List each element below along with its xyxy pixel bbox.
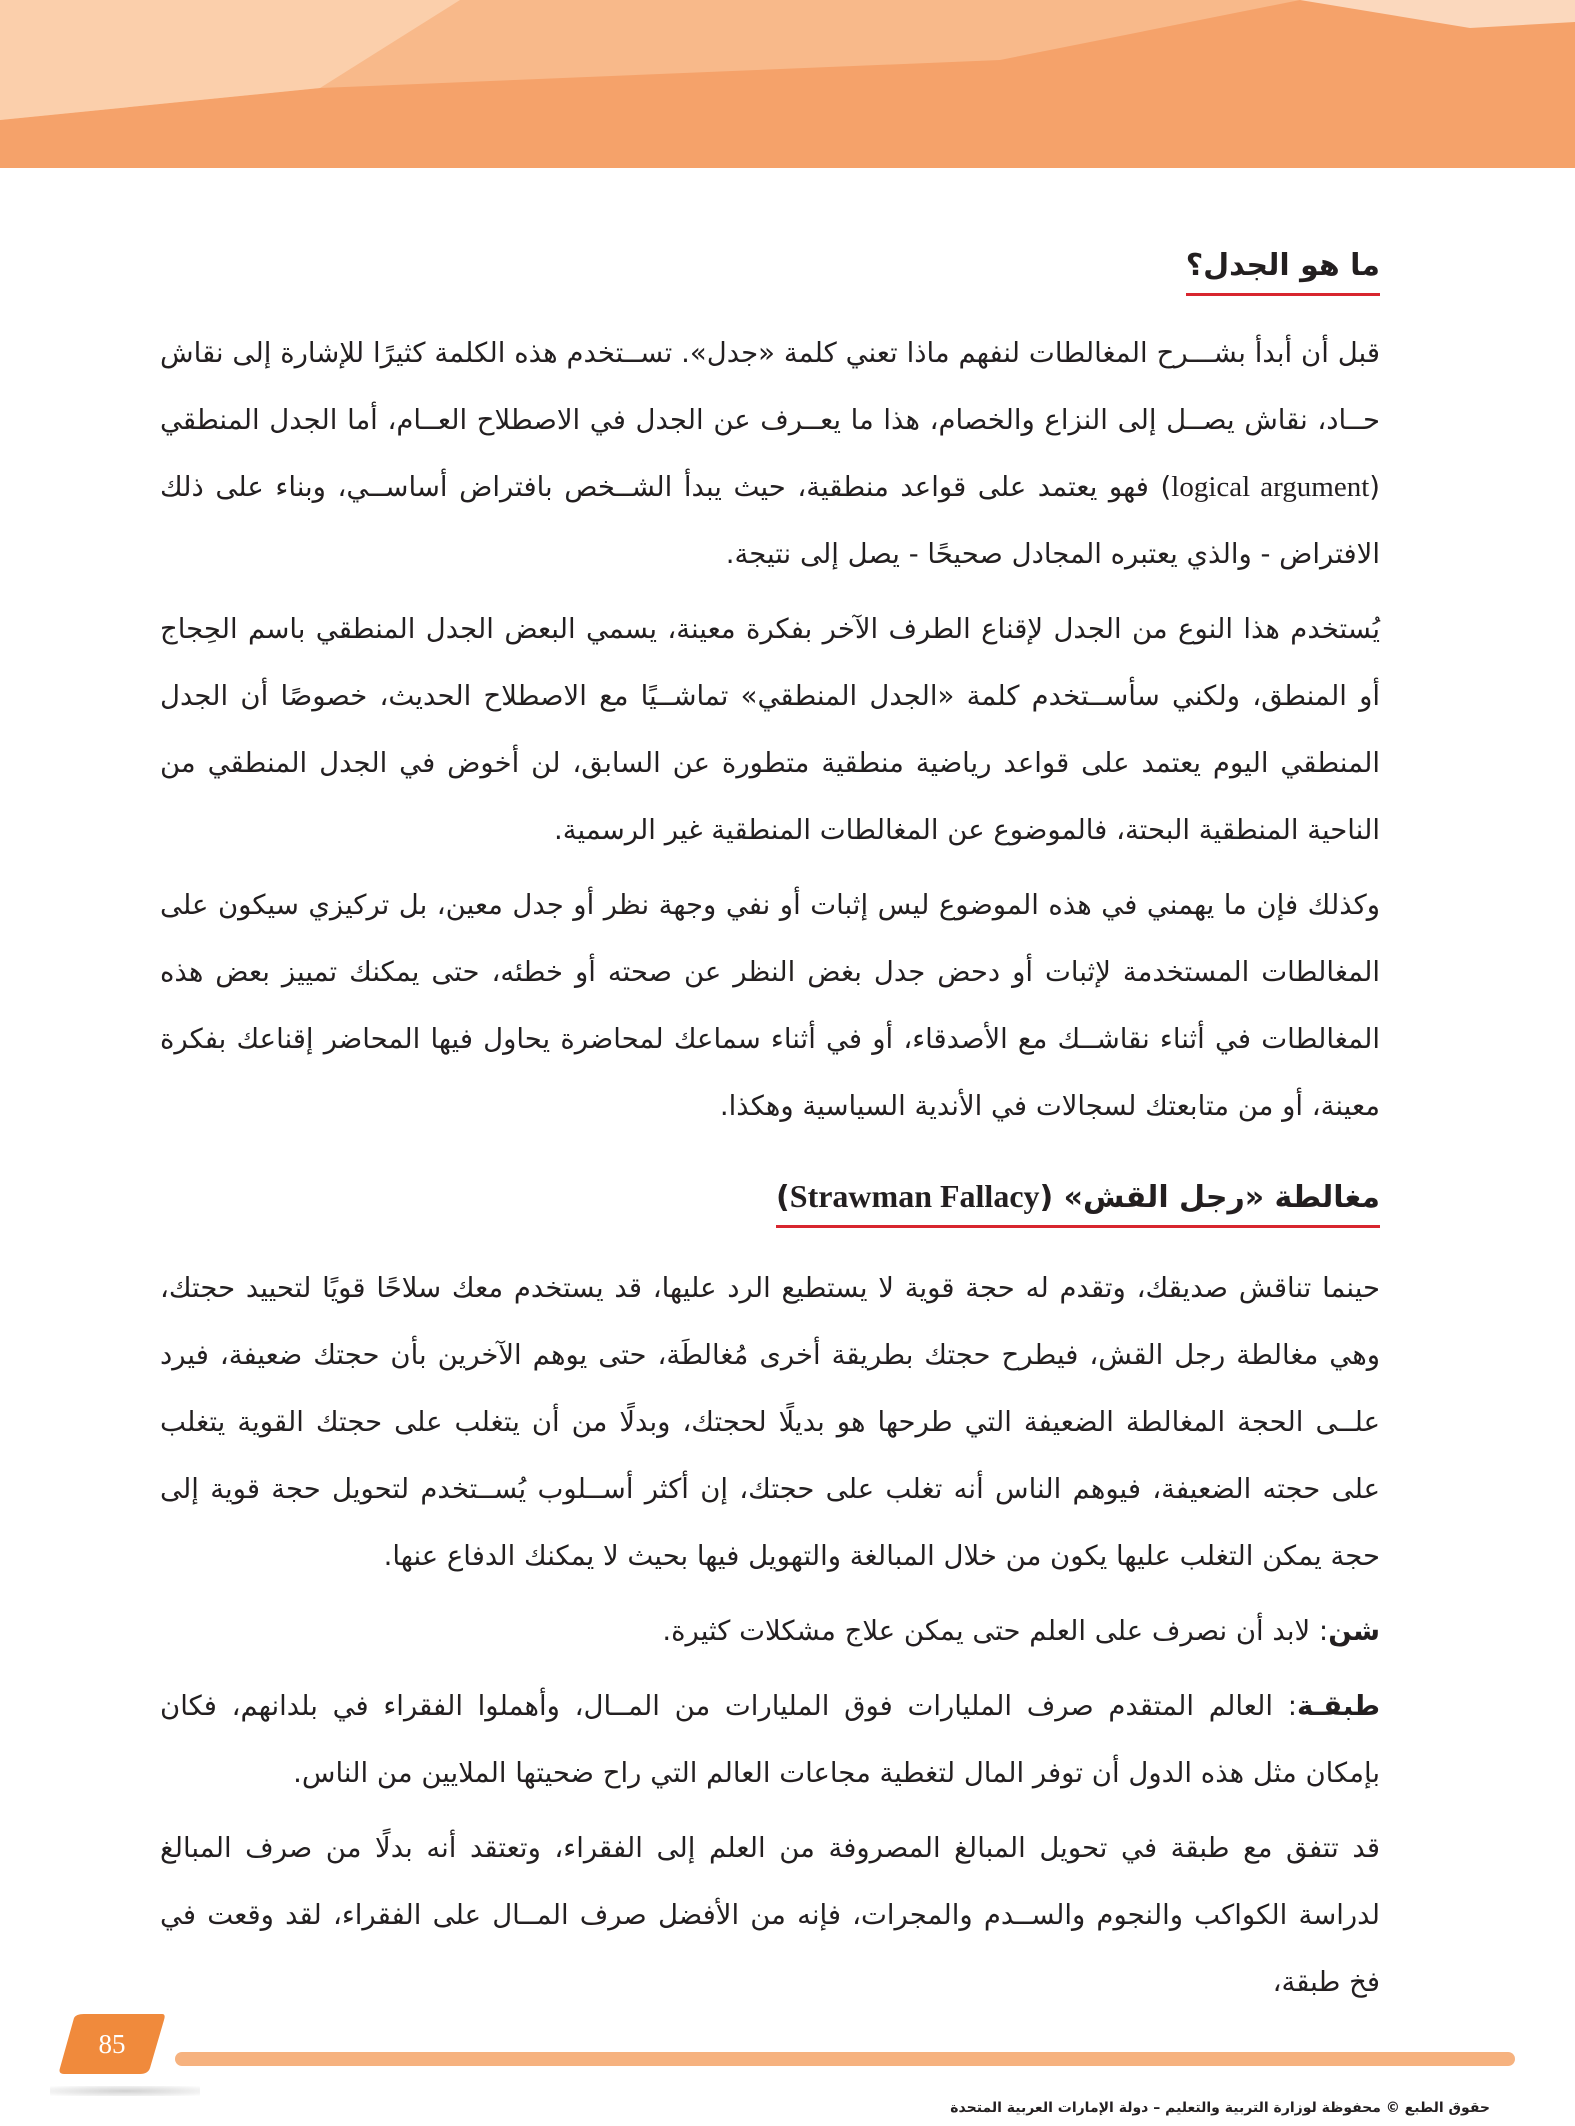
dialogue-line-tabaqa: طبقـة: العالم المتقدم صرف المليارات فوق المليارات من المــال، وأهملوا الفقراء في بلدانهم، فكان بإمكان مثل هذه الدول أن توفر المال لتغطية مجاعات العالم التي راح ضحيتها الملايين من الناس. bbox=[160, 1690, 1380, 1789]
latin-term: logical argument bbox=[1171, 471, 1370, 503]
paragraph: قبل أن أبدأ بشـــرح المغالطات لنفهم ماذا تعني كلمة «جدل». تســتخدم هذه الكلمة كثيرًا للإشارة إلى نقاش حــاد، نقاش يصــل إلى النزاع والخصام، هذا ما يعــرف عن الجدل في الاصطلاح العــام، أما الجدل المنطقي (logical argument) فهو يعتمد على قواعد منطقية، حيث يبدأ الشــخص بافتراض أساســي، وبناء على ذلك الافتراض - والذي يعتبره المجادل صحيحًا - يصل إلى نتيجة. bbox=[160, 337, 1380, 570]
section2-body bbox=[160, 1255, 1380, 2016]
section-title-strawman: مغالطة «رجل القش» (Strawman Fallacy) bbox=[776, 1178, 1380, 1228]
paragraph: يُستخدم هذا النوع من الجدل لإقناع الطرف الآخر بفكرة معينة، يسمي البعض الجدل المنطقي باسم الحِجاج أو المنطق، ولكني سأســتخدم كلمة «الجدل المنطقي» تماشــيًا مع الاصطلاح الحديث، خصوصًا أن الجدل المنطقي اليوم يعتمد على قواعد رياضية منطقية متطورة عن السابق، لن أخوض في الجدل المنطقي من الناحية المنطقية البحتة، فالموضوع عن المغالطات المنطقية غير الرسمية. bbox=[160, 613, 1380, 846]
header-decoration bbox=[0, 0, 1575, 168]
section-title-text: ما هو الجدل؟ bbox=[1185, 248, 1380, 283]
copyright-notice: حقوق الطبع © محفوظة لوزارة التربية والتعليم – دولة الإمارات العربية المتحدة bbox=[950, 2100, 1490, 2116]
section1-body bbox=[160, 320, 1380, 1140]
page-number: 85 bbox=[98, 2029, 126, 2059]
speaker-label: طبقـة bbox=[1297, 1690, 1380, 1722]
paragraph: حينما تناقش صديقك، وتقدم له حجة قوية لا يستطيع الرد عليها، قد يستخدم معك سلاحًا قويًا لتحييد حجتك، وهي مغالطة رجل القش، فيطرح حجتك بطريقة أخرى مُغالطَة، حتى يوهم الآخرين بأن حجتك ضعيفة، فيرد علــى الحجة المغالطة الضعيفة التي طرحها هو بديلًا لحجتك، وبدلًا من أن يتغلب على حجتك القوية يتغلب على حجته الضعيفة، فيوهم الناس أنه تغلب على حجتك، إن أكثر أســلوب يُســتخدم لتحويل حجة قوية إلى حجة يمكن التغلب عليها يكون من خلال المبالغة والتهويل فيها بحيث لا يمكنك الدفاع عنها. bbox=[160, 1272, 1380, 1572]
paragraph: وكذلك فإن ما يهمني في هذه الموضوع ليس إثبات أو نفي وجهة نظر أو جدل معين، بل تركيزي سيكون على المغالطات المستخدمة لإثبات أو دحض جدل بغض النظر عن صحته أو خطئه، حتى يمكنك تمييز بعض هذه المغالطات في أثناء نقاشــك مع الأصدقاء، أو في أثناء سماعك لمحاضرة يحاول فيها المحاضر إقناعك بفكرة معينة، أو من متابعتك لسجالات في الأندية السياسية وهكذا. bbox=[160, 889, 1380, 1122]
page-tab-shadow bbox=[50, 2086, 200, 2096]
dialogue-line-shin: شن: لابد أن نصرف على العلم حتى يمكن علاج مشكلات كثيرة. bbox=[662, 1615, 1380, 1647]
paragraph: قد تتفق مع طبقة في تحويل المبالغ المصروفة من العلم إلى الفقراء، وتعتقد أنه بدلًا من صرف المبالغ لدراسة الكواكب والنجوم والســدم والمجرات، فإنه من الأفضل صرف المــال على الفقراء، لقد وقعت في فخ طبقة، bbox=[160, 1832, 1380, 1998]
speaker-label: شن bbox=[1328, 1615, 1380, 1647]
strawman-english-title: Strawman Fallacy bbox=[789, 1178, 1040, 1214]
footer-bar bbox=[175, 2052, 1515, 2066]
section-title-what-is-argument bbox=[1186, 248, 1380, 296]
